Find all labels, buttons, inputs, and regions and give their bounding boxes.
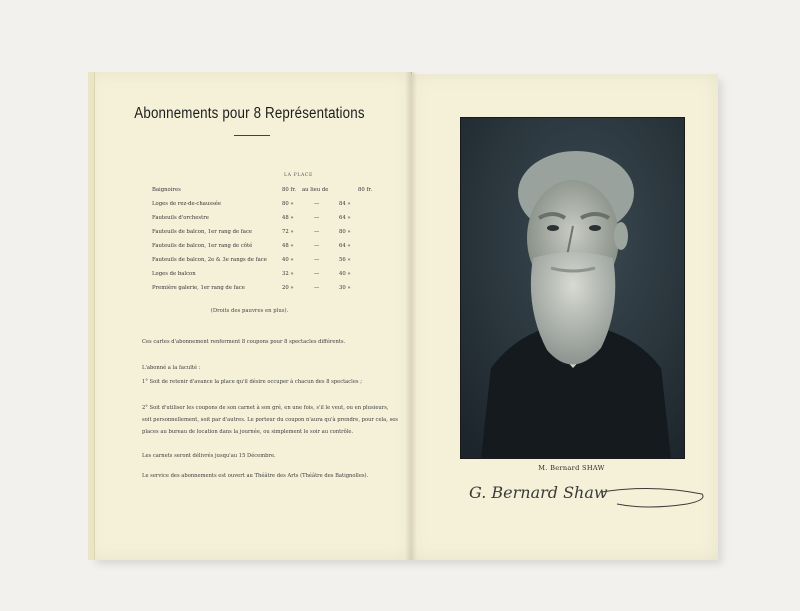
paragraph-option-2: 2° Soit d'utiliser les coupons de son carnet à son gré, en une fois, s'il le veut, ou en plusieurs, soit personnellement, soit par d'autres. Le porteur du coupon n'aura qu'à prendre, pour cela, ses places au bureau de location dans la journée, ou simplement le soir au contrôle. (142, 405, 398, 435)
portrait-photo (460, 117, 685, 459)
paragraph-option-1: 1° Soit de retenir d'avance la place qu'il désire occuper à chacun des 8 spectacles ; (142, 379, 362, 385)
table-row (152, 215, 392, 224)
row-price-original: 64 » (339, 215, 351, 221)
right-page (411, 74, 718, 560)
row-separator: — (314, 229, 320, 235)
title-rule (234, 135, 270, 136)
row-separator: — (314, 243, 320, 249)
row-separator: — (314, 257, 320, 263)
row-price: 32 » (282, 271, 294, 277)
row-price: 20 » (282, 285, 294, 291)
row-price: 72 » (282, 229, 294, 235)
row-price: 40 » (282, 257, 294, 263)
row-price: 48 » (282, 215, 294, 221)
paragraph-faculty: L'abonné a la faculté : (142, 365, 201, 371)
row-separator: au lieu de (302, 187, 329, 193)
table-row (152, 285, 392, 294)
row-price-original: 30 » (339, 285, 351, 291)
table-row (152, 271, 392, 280)
table-row (152, 257, 392, 266)
row-separator: — (314, 271, 320, 277)
paragraph-intro: Ces cartes d'abonnement renferment 8 coupons pour 8 spectacles différents. (142, 339, 346, 345)
row-label: Loges de balcon (152, 271, 196, 277)
row-price-original: 80 fr. (358, 187, 373, 193)
row-price-original: 56 » (339, 257, 351, 263)
spine-crease (405, 72, 417, 560)
price-note: (Droits des pauvres en plus). (210, 308, 289, 314)
page-title: Abonnements pour 8 Représentations (134, 105, 365, 122)
paragraph-deadline: Les carnets seront délivrés jusqu'au 15 Décembre. (142, 453, 276, 459)
portrait-image (461, 118, 684, 458)
table-row (152, 187, 392, 196)
row-price: 80 » (282, 201, 294, 207)
table-row (152, 243, 392, 252)
row-price-original: 64 » (339, 243, 351, 249)
row-price: 48 » (282, 243, 294, 249)
table-row (152, 229, 392, 238)
row-price-original: 84 » (339, 201, 351, 207)
row-label: Première galerie, 1er rang de face (152, 285, 245, 291)
signature (467, 474, 717, 514)
row-label: Baignoires (152, 187, 181, 193)
left-page (88, 72, 412, 560)
table-header: LA PLACE (284, 173, 313, 178)
row-label: Loges de rez-de-chaussée (152, 201, 222, 207)
paragraph-service: Le service des abonnements est ouvert au Théâtre des Arts (Théâtre des Batignolles). (142, 473, 369, 479)
row-price-original: 40 » (339, 271, 351, 277)
row-separator: — (314, 201, 320, 207)
signature-text: G. Bernard Shaw (469, 483, 608, 502)
row-separator: — (314, 215, 320, 221)
row-price-original: 80 » (339, 229, 351, 235)
row-label: Fauteuils d'orchestre (152, 215, 209, 221)
row-label: Fauteuils de balcon, 1er rang de face (152, 229, 253, 235)
table-row (152, 201, 392, 210)
row-label: Fauteuils de balcon, 2e & 3e rangs de face (152, 257, 267, 263)
row-label: Fauteuils de balcon, 1er rang de côté (152, 243, 253, 249)
row-separator: — (314, 285, 320, 291)
page-edge (88, 72, 95, 560)
portrait-caption: M. Bernard SHAW (538, 464, 605, 472)
row-price: 80 fr. (282, 187, 297, 193)
